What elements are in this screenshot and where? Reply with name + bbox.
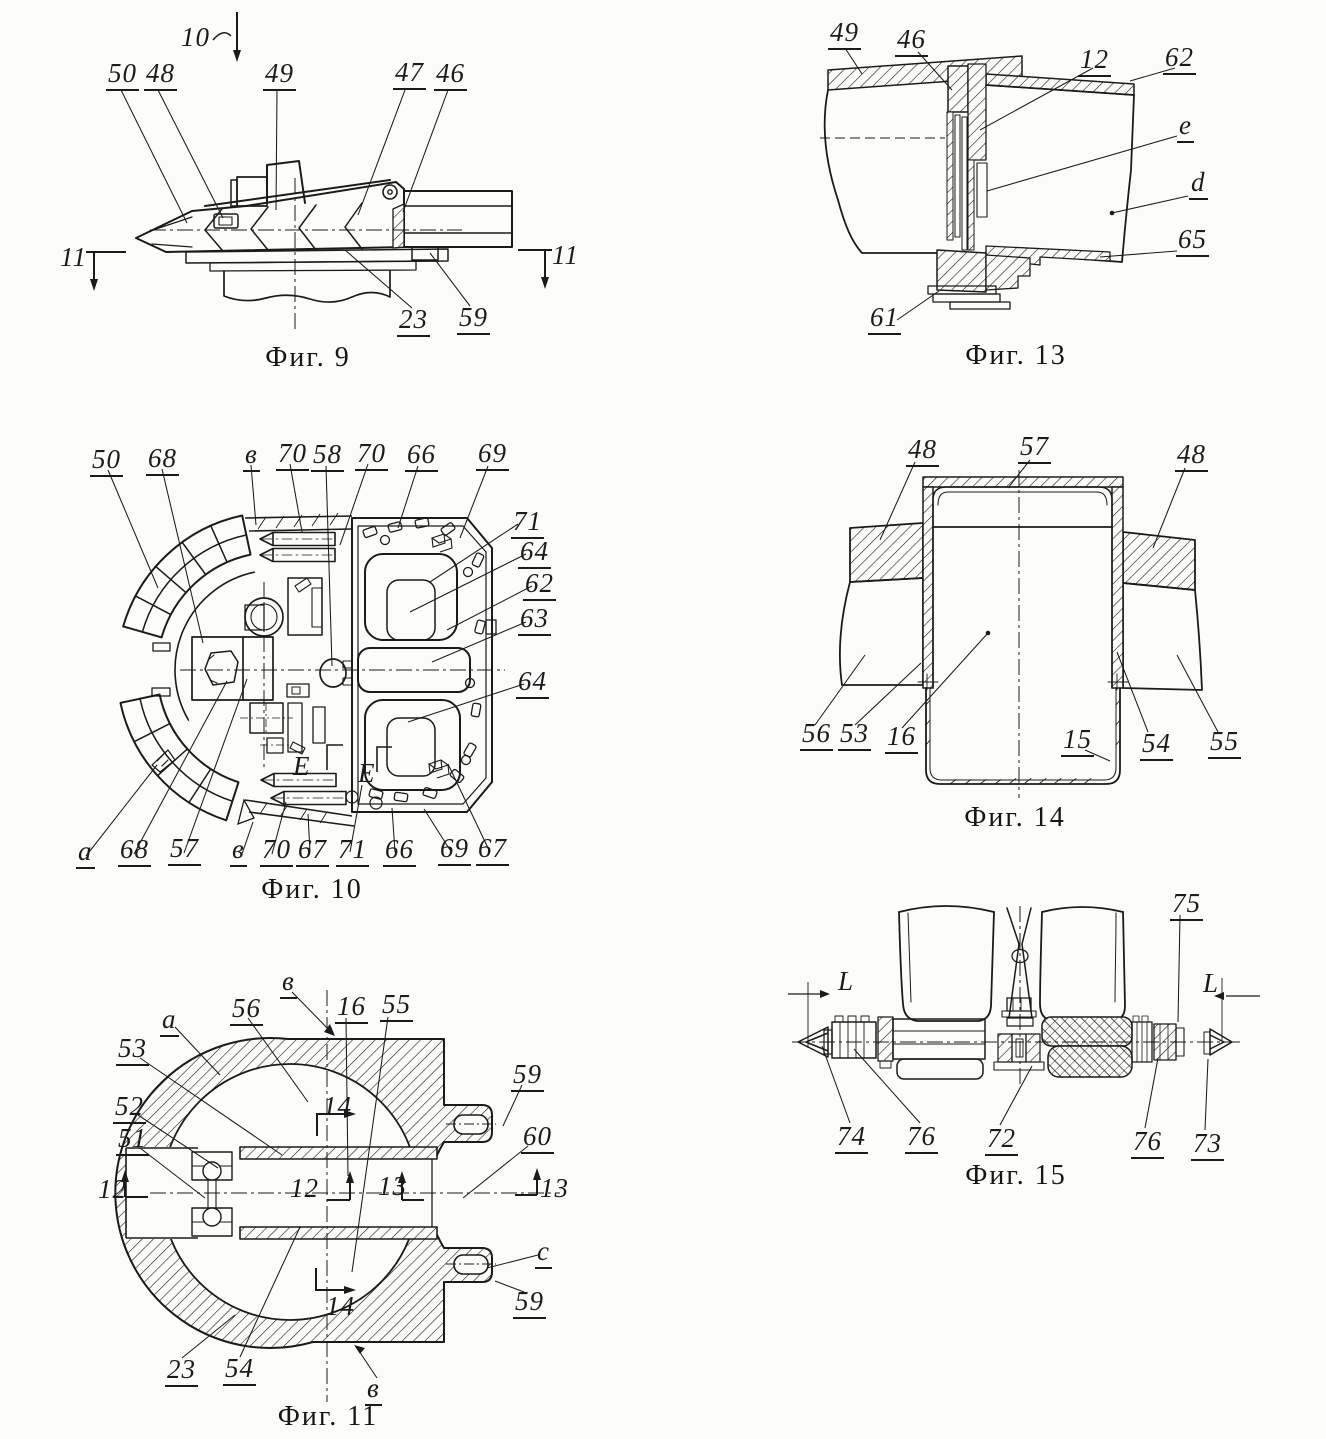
fig10-ref-63: 63 [518, 605, 551, 636]
fig10-ref-71: 71 [511, 508, 544, 539]
fig9-ref-49: 49 [263, 60, 296, 91]
fig11-ref-54: 54 [223, 1355, 256, 1386]
fig14-leader-dot [986, 631, 991, 636]
fig9-ref-59: 59 [457, 304, 490, 335]
fig11-ref-55: 55 [380, 991, 413, 1022]
fig9-ref-11-left: 11 [60, 242, 87, 272]
fig10-ref-69b: 69 [438, 835, 471, 866]
fig13-ref-49: 49 [828, 19, 861, 50]
fig14-ref-48L: 48 [906, 436, 939, 467]
figure-14 [790, 420, 1326, 840]
fig11-ref-13-right: 13 [540, 1173, 569, 1203]
fig10-ref-62: 62 [523, 570, 556, 601]
fig11-ref-16: 16 [335, 993, 368, 1024]
fig14-leader-lines [815, 460, 1218, 761]
fig10-ref-70a: 70 [276, 440, 309, 471]
fig10-ref-v: в [243, 441, 260, 472]
fig9-ref-23: 23 [397, 306, 430, 337]
fig10-ref-64a: 64 [518, 538, 551, 569]
figure-9-drawing [0, 0, 660, 400]
fig10-ref-50: 50 [90, 446, 123, 477]
fig11-ref-c: с [535, 1238, 552, 1269]
fig15-ref-76R: 76 [1131, 1128, 1164, 1159]
fig14-ref-15: 15 [1061, 726, 1094, 757]
fig11-ref-53: 53 [116, 1035, 149, 1066]
fig10-ref-58: 58 [311, 441, 344, 472]
fig13-ref-e: е [1177, 112, 1194, 143]
fig10-ref-E2: E [358, 758, 376, 788]
fig14-ref-16: 16 [885, 723, 918, 754]
fig11-ref-a: а [160, 1006, 179, 1037]
fig11-ref-v-top: в [280, 968, 297, 999]
fig10-ref-66: 66 [405, 441, 438, 472]
fig10-leader-lines [86, 464, 532, 856]
fig9-body [136, 161, 512, 302]
fig11-ref-60: 60 [521, 1123, 554, 1154]
fig10-ref-70c: 70 [260, 836, 293, 867]
fig14-ref-54: 54 [1140, 730, 1173, 761]
fig11-caption: Фиг. 11 [277, 1401, 379, 1432]
fig14-caption: Фиг. 14 [964, 802, 1066, 833]
fig11-ref-12-left: 12 [98, 1174, 127, 1204]
fig10-ref-66b: 66 [383, 836, 416, 867]
fig15-cups [899, 906, 1125, 1026]
fig11-ref-14-top: 14 [323, 1091, 352, 1121]
figure-9 [0, 0, 660, 400]
figure-13 [800, 0, 1326, 400]
fig10-ref-64b: 64 [516, 668, 549, 699]
fig9-ref-11-right: 11 [552, 240, 579, 270]
fig10-ref-67b: 67 [476, 835, 509, 866]
figure-10 [40, 420, 660, 920]
fig15-ref-L-right: L [1203, 968, 1220, 998]
fig13-caption: Фиг. 13 [965, 340, 1067, 371]
fig10-ref-67a: 67 [296, 836, 329, 867]
fig15-ref-72: 72 [985, 1125, 1018, 1156]
fig10-ref-71b: 71 [336, 836, 369, 867]
fig13-ref-d: d [1189, 169, 1208, 200]
fig9-ref-50: 50 [106, 60, 139, 91]
fig10-hardware [363, 518, 486, 802]
figure-14-drawing [790, 420, 1326, 840]
fig11-ref-14-bottom: 14 [326, 1291, 355, 1321]
figure-15 [780, 870, 1326, 1200]
fig10-ref-68: 68 [146, 445, 179, 476]
fig11-ref-59-bottom: 59 [513, 1288, 546, 1319]
fig14-ref-48R: 48 [1175, 441, 1208, 472]
fig13-ref-65: 65 [1176, 226, 1209, 257]
fig13-ref-46: 46 [895, 26, 928, 57]
fig10-ref-69: 69 [476, 440, 509, 471]
fig11-ref-52: 52 [113, 1093, 146, 1124]
fig9-ref-46: 46 [434, 60, 467, 91]
fig10-caption: Фиг. 10 [261, 874, 363, 905]
fig11-ref-12-inner: 12 [290, 1173, 319, 1203]
fig15-ref-75: 75 [1170, 890, 1203, 921]
fig11-ref-51: 51 [116, 1125, 149, 1156]
fig13-body [825, 56, 1134, 309]
fig10-ref-vb: в [230, 836, 247, 867]
fig15-caption: Фиг. 15 [965, 1160, 1067, 1191]
fig9-section-marks [86, 12, 552, 282]
fig15-ref-74: 74 [835, 1123, 868, 1154]
fig13-ref-61: 61 [868, 304, 901, 335]
fig15-axle-assembly [798, 998, 1232, 1079]
fig10-ref-E1: E [293, 751, 311, 781]
fig11-ref-13-inner: 13 [378, 1171, 407, 1201]
fig11-ref-v-bottom: в [365, 1375, 382, 1406]
fig10-ref-68b: 68 [118, 836, 151, 867]
fig15-dimension-marks [788, 978, 1260, 1048]
fig9-ref-10: 10 [181, 22, 210, 52]
fig13-ref-12: 12 [1078, 46, 1111, 77]
fig15-ref-L-left: L [838, 966, 855, 996]
fig10-ref-57: 57 [168, 835, 201, 866]
fig15-ref-76L: 76 [905, 1123, 938, 1154]
fig9-ref-47: 47 [393, 59, 426, 90]
fig9-ref-48: 48 [144, 60, 177, 91]
fig14-ref-55: 55 [1208, 728, 1241, 759]
fig11-ref-23: 23 [165, 1356, 198, 1387]
fig15-ref-73: 73 [1191, 1130, 1224, 1161]
fig10-fans [121, 516, 255, 821]
figure-11 [80, 950, 640, 1439]
fig9-caption: Фиг. 9 [265, 342, 351, 373]
fig14-ref-57: 57 [1018, 433, 1051, 464]
fig13-ref-62: 62 [1163, 44, 1196, 75]
fig11-ref-59-top: 59 [511, 1061, 544, 1092]
fig13-leader-dot [1110, 211, 1115, 216]
fig14-ref-53: 53 [838, 720, 871, 751]
fig10-ref-a: а [76, 838, 95, 869]
fig11-ref-56: 56 [230, 995, 263, 1026]
fig14-ref-56: 56 [800, 720, 833, 751]
fig10-ref-70b: 70 [355, 440, 388, 471]
